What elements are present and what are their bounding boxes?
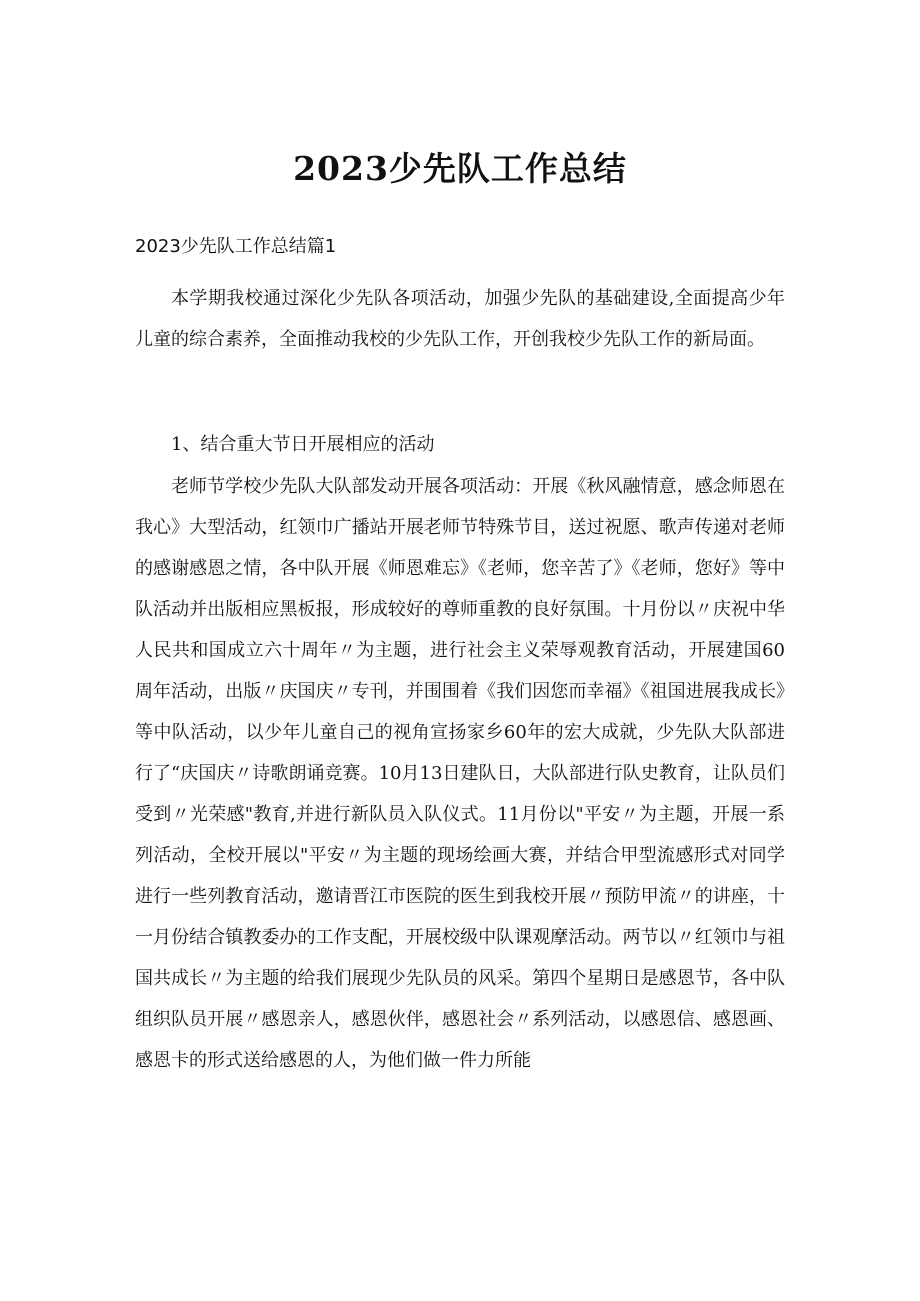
document-title: 2023少先队工作总结: [293, 149, 627, 188]
intro-paragraph: 本学期我校通过深化少先队各项活动，加强少先队的基础建设,全面提高少年儿童的综合素养，全面推动我校的少先队工作，开创我校少先队工作的新局面。: [135, 288, 785, 350]
paragraph-1: 老师节学校少先队大队部发动开展各项活动：开展《秋风融情意，感念师恩在我心》大型活动，红领巾广播站开展老师节特殊节目，送过祝愿、歌声传递对老师的感谢感恩之情，各中队开展《师恩难忘》《老师，您辛苦了》《老师，您好》等中队活动并出版相应黑板报，形成较好的尊师重教的良好氛围。十月份以〃庆祝中华人民共和国成立六十周年〃为主题，进行社会主义荣辱观教育活动，开展建国60周年活动，出版〃庆国庆〃专刊，并围围着《我们因您而幸福》《祖国进展我成长》等中队活动，以少年儿童自己的视角宣扬家乡60年的宏大成就，少先队大队部进行了“庆国庆〃诗歌朗诵竞赛。10月13日建队日，大队部进行队史教育，让队员们受到〃光荣感"教育,并进行新队员入队仪式。11月份以"平安〃为主题，开展一系列活动，全校开展以"平安〃为主题的现场绘画大赛，并结合甲型流感形式对同学进行一些列教育活动，邀请晋江市医院的医生到我校开展〃预防甲流〃的讲座，十一月份结合镇教委办的工作支配，开展校级中队课观摩活动。两节以〃红领巾与祖国共成长〃为主题的给我们展现少先队员的风采。第四个星期日是感恩节，各中队组织队员开展〃感恩亲人，感恩伙伴，感恩社会〃系列活动，以感恩信、感恩画、感恩卡的形式送给感恩的人，为他们做一件力所能: [135, 476, 785, 1071]
subheading-1: 1、结合重大节日开展相应的活动: [171, 434, 435, 455]
section-heading: 2023少先队工作总结篇1: [135, 236, 337, 257]
